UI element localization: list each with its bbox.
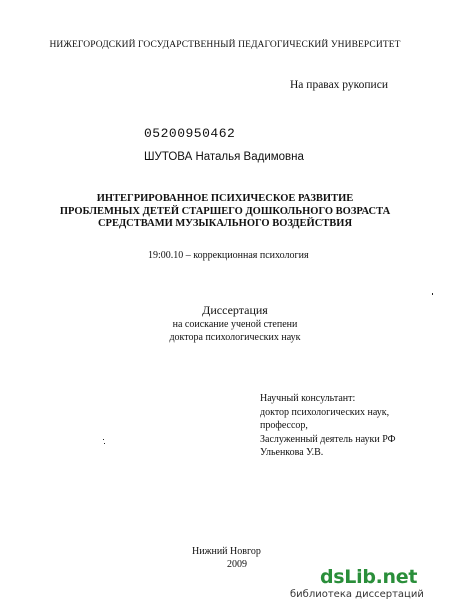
specialty-code: 19:00.10 – коррекционная психология [148,250,309,261]
thesis-type: Диссертация [202,303,268,317]
degree-line: доктора психологических наук [169,332,301,343]
year: 2009 [227,559,247,570]
degree-line: на соискание ученой степени [172,319,298,330]
scientific-advisor [260,392,396,460]
university-name: НИЖЕГОРОДСКИЙ ГОСУДАРСТВЕННЫЙ ПЕДАГОГИЧЕСКИЙ УНИВЕРСИТЕТ [49,40,401,50]
advisor-line: Заслуженный деятель науки РФ [260,433,396,445]
scan-speck [432,293,433,295]
manuscript-rights-note: На правах рукописи [290,79,388,91]
advisor-line: Ульенкова У.В. [260,447,324,458]
degree-info [0,318,450,344]
author-name: ШУТОВА Наталья Вадимовна [144,151,304,163]
scan-speck [104,443,105,444]
advisor-line: профессор, [260,420,308,431]
title-line: ИНТЕГРИРОВАННОЕ ПСИХИЧЕСКОЕ РАЗВИТИЕ [96,193,354,204]
dissertation-title [0,193,450,231]
dslib-watermark-logo [290,566,450,603]
registration-number: 05200950462 [144,126,236,141]
title-line: СРЕДСТВАМИ МУЗЫКАЛЬНОГО ВОЗДЕЙСТВИЯ [97,218,353,229]
city: Нижний Новгор [192,546,261,557]
advisor-line: Научный консультант: [260,393,356,404]
scan-speck [103,439,104,440]
title-line: ПРОБЛЕМНЫХ ДЕТЕЙ СТАРШЕГО ДОШКОЛЬНОГО ВОЗРАСТА [59,205,391,217]
watermark-brand: dsLib.net [320,566,418,588]
watermark-subtitle: библиотека диссертаций [290,589,424,600]
advisor-line: доктор психологических наук, [260,406,390,418]
